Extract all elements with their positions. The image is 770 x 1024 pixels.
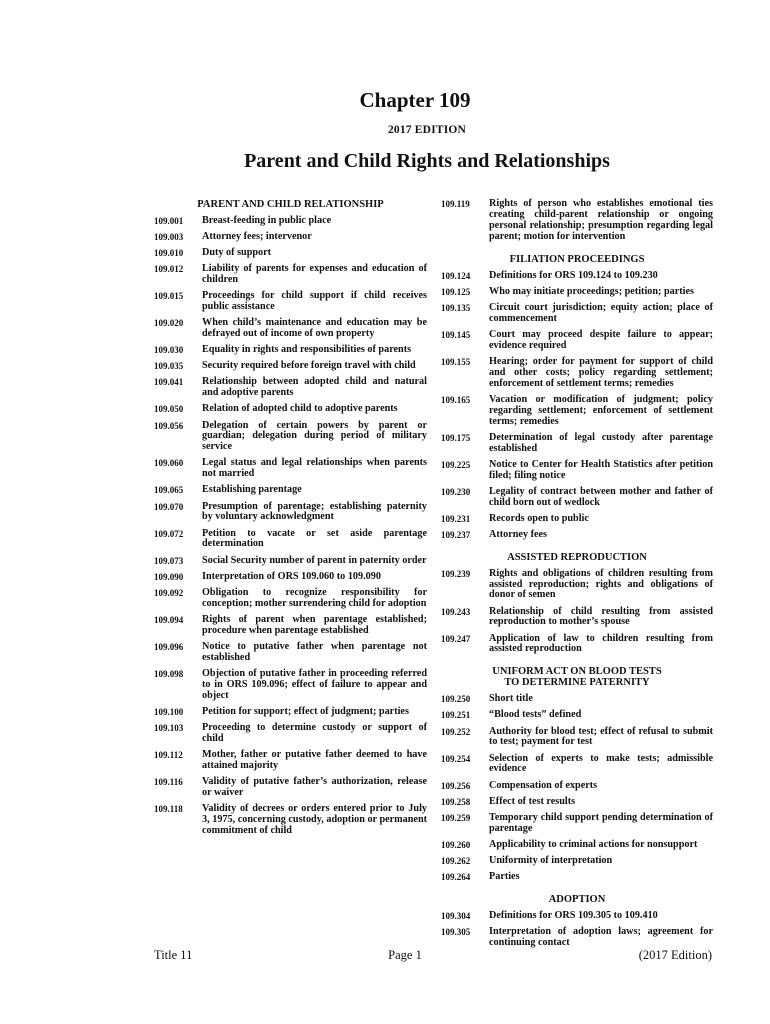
- section-title: Liability of parents for expenses and education of children: [202, 263, 427, 286]
- section-number: 109.012: [154, 264, 184, 275]
- toc-entry: [441, 710, 713, 721]
- section-number: 109.072: [154, 528, 184, 539]
- section-heading: UNIFORM ACT ON BLOOD TESTS TO DETERMINE PATERNITY: [492, 666, 662, 689]
- toc-entry: [441, 840, 713, 851]
- section-title: Relationship of child resulting from assisted reproduction to mother’s spouse: [489, 605, 713, 628]
- section-number: 109.258: [441, 796, 471, 807]
- section-number: 109.041: [154, 377, 184, 388]
- section-title: Legality of contract between mother and father of child born out of wedlock: [489, 485, 713, 508]
- section-title: Petition to vacate or set aside parentage determination: [202, 527, 427, 550]
- toc-entry: [154, 707, 427, 718]
- toc-entry: [441, 287, 713, 298]
- section-title: When child’s maintenance and education may be defrayed out of income of own property: [202, 317, 427, 340]
- section-number: 109.252: [441, 726, 471, 737]
- toc-entry: [441, 303, 713, 325]
- section-title: Obligation to recognize responsibility for conception; mother surrendering child for adoption: [202, 586, 427, 609]
- section-title: Applicability to criminal actions for nonsupport: [489, 838, 698, 850]
- section-title: Proceedings for child support if child receives public assistance: [202, 290, 427, 313]
- section-number: 109.304: [441, 910, 471, 921]
- toc-entry: [154, 458, 427, 480]
- toc-entry: [441, 856, 713, 867]
- section-number: 109.100: [154, 706, 184, 717]
- right-column: [441, 199, 713, 954]
- section-number: 109.035: [154, 361, 184, 372]
- section-number: 109.070: [154, 501, 184, 512]
- section-title: Parties: [489, 870, 520, 882]
- section-title: Attorney fees; intervenor: [202, 231, 312, 243]
- toc-entry: [154, 615, 427, 637]
- section-number: 109.251: [441, 710, 471, 721]
- footer-title: Title 11: [154, 948, 193, 962]
- toc-entry: [154, 421, 427, 454]
- toc-entry: [441, 514, 713, 525]
- toc-entry: [441, 727, 713, 749]
- section-title: Authority for blood test; effect of refusal to submit to test; payment for test: [489, 725, 713, 748]
- section-number: 109.175: [441, 432, 471, 443]
- toc-entry: [154, 750, 427, 772]
- section-number: 109.030: [154, 345, 184, 356]
- section-title: Delegation of certain powers by parent or guardian; delegation during period of military service: [202, 419, 427, 453]
- section-number: 109.003: [154, 232, 184, 243]
- section-number: 109.125: [441, 286, 471, 297]
- toc-entry: [154, 804, 427, 837]
- toc-entry: [154, 345, 427, 356]
- toc-entry: [441, 199, 713, 243]
- section-title: Petition for support; effect of judgment; parties: [202, 705, 409, 717]
- toc-entry: [441, 460, 713, 482]
- toc-entry: [441, 395, 713, 428]
- section-number: 109.230: [441, 486, 471, 497]
- section-number: 109.135: [441, 302, 471, 313]
- toc-entry: [154, 232, 427, 243]
- section-number: 109.165: [441, 394, 471, 405]
- section-heading: ASSISTED REPRODUCTION: [507, 551, 647, 563]
- section-title: Establishing parentage: [202, 484, 302, 496]
- toc-entry: [441, 569, 713, 602]
- toc-entry: [441, 781, 713, 792]
- section-number: 109.225: [441, 459, 471, 470]
- chapter-title: Chapter 109: [359, 88, 471, 112]
- toc-entry: [441, 634, 713, 656]
- section-number: 109.262: [441, 855, 471, 866]
- section-number: 109.056: [154, 420, 184, 431]
- section-title: Definitions for ORS 109.305 to 109.410: [489, 909, 658, 921]
- section-number: 109.092: [154, 587, 184, 598]
- toc-entry: [154, 572, 427, 583]
- section-title: Legal status and legal relationships when parents not married: [202, 457, 427, 480]
- toc-entry: [154, 642, 427, 664]
- section-heading: PARENT AND CHILD RELATIONSHIP: [197, 199, 384, 210]
- section-title: Breast-feeding in public place: [202, 215, 332, 226]
- section-title: Equality in rights and responsibilities of parents: [202, 344, 412, 356]
- section-number: 109.050: [154, 404, 184, 415]
- section-number: 109.116: [154, 776, 183, 787]
- section-title: Definitions for ORS 109.124 to 109.230: [489, 269, 658, 281]
- section-number: 109.260: [441, 839, 471, 850]
- section-number: 109.112: [154, 749, 183, 760]
- toc-entry: [154, 588, 427, 610]
- section-title: Relationship between adopted child and natural and adoptive parents: [202, 376, 427, 399]
- toc-entry: [441, 357, 713, 390]
- toc-entry: [441, 330, 713, 352]
- section-title: Vacation or modification of judgment; policy regarding settlement; enforcement of settlement terms; remedies: [489, 393, 713, 427]
- section-number: 109.145: [441, 329, 471, 340]
- toc-entry: [154, 529, 427, 551]
- section-title: Social Security number of parent in paternity order: [202, 554, 427, 566]
- section-title: Presumption of parentage; establishing paternity by voluntary acknowledgment: [202, 500, 427, 523]
- toc-entry: [154, 377, 427, 399]
- toc-entry: [441, 530, 713, 541]
- toc-entry: [441, 927, 713, 949]
- section-number: 109.305: [441, 926, 471, 937]
- section-title: Rights of parent when parentage established; procedure when parentage established: [202, 613, 427, 636]
- section-number: 109.239: [441, 568, 471, 579]
- toc-entry: [154, 361, 427, 372]
- footer-edition: (2017 Edition): [638, 948, 712, 962]
- section-number: 109.094: [154, 614, 184, 625]
- section-title: Validity of decrees or orders entered prior to July 3, 1975, concerning custody, adoption or permanent commitment of child: [202, 802, 427, 836]
- section-number: 109.256: [441, 780, 471, 791]
- section-title: Duty of support: [202, 247, 272, 259]
- toc-entry: [154, 723, 427, 745]
- section-title: Compensation of experts: [489, 779, 598, 791]
- toc-entry: [154, 291, 427, 313]
- toc-entry: [154, 777, 427, 799]
- section-heading: FILIATION PROCEEDINGS: [509, 253, 645, 265]
- section-title: Rights and obligations of children resulting from assisted reproduction; rights and obligations of donor of semen: [489, 567, 713, 601]
- section-number: 109.264: [441, 871, 471, 882]
- section-number: 109.090: [154, 571, 184, 582]
- section-number: 109.001: [154, 216, 184, 226]
- toc-entry: [154, 556, 427, 567]
- section-number: 109.073: [154, 555, 184, 566]
- toc-entry: [154, 502, 427, 524]
- section-title: Effect of test results: [489, 795, 576, 807]
- section-number: 109.243: [441, 606, 471, 617]
- section-number: 109.098: [154, 668, 184, 679]
- section-title: Security required before foreign travel with child: [202, 360, 416, 372]
- toc-entry: [441, 271, 713, 282]
- section-title: Validity of putative father’s authorization, release or waiver: [202, 775, 427, 798]
- section-title: Rights of person who establishes emotional ties creating child-parent relationship or ongoing personal relationship; presumption regarding legal parent; motion for intervention: [489, 198, 713, 242]
- section-number: 109.259: [441, 812, 471, 823]
- toc-entry: [441, 754, 713, 776]
- section-title: Interpretation of adoption laws; agreement for continuing contact: [489, 925, 713, 948]
- toc-entry: [441, 911, 713, 922]
- section-title: “Blood tests” defined: [489, 709, 582, 721]
- section-number: 109.065: [154, 485, 184, 496]
- section-number: 109.118: [154, 803, 183, 814]
- section-title: Attorney fees: [489, 528, 547, 540]
- section-title: Court may proceed despite failure to appear; evidence required: [489, 328, 713, 351]
- toc-entry: [154, 318, 427, 340]
- edition-label: 2017 EDITION: [387, 124, 467, 136]
- section-number: 109.103: [154, 722, 184, 733]
- toc-entry: [154, 669, 427, 702]
- section-title: Relation of adopted child to adoptive parents: [202, 403, 398, 415]
- section-title: Uniformity of interpretation: [489, 854, 613, 866]
- section-number: 109.119: [441, 199, 470, 209]
- toc-entry: [441, 813, 713, 835]
- toc-entry: [441, 872, 713, 883]
- chapter-subject: Parent and Child Rights and Relationships: [244, 150, 610, 172]
- section-title: Notice to putative father when parentage not established: [202, 640, 427, 663]
- section-title: Notice to Center for Health Statistics after petition filed; filing notice: [489, 458, 713, 481]
- footer-page-number: Page 1: [388, 948, 422, 962]
- section-number: 109.250: [441, 694, 471, 705]
- toc-entry: [441, 694, 713, 705]
- toc-entry: [154, 248, 427, 259]
- section-heading: ADOPTION: [548, 893, 606, 905]
- section-title: Proceeding to determine custody or support of child: [202, 721, 427, 744]
- section-number: 109.015: [154, 291, 184, 302]
- toc-entry: [154, 404, 427, 415]
- toc-entry: [441, 487, 713, 509]
- section-number: 109.231: [441, 513, 471, 524]
- section-title: Application of law to children resulting from assisted reproduction: [489, 632, 713, 655]
- section-number: 109.155: [441, 356, 471, 367]
- section-title: Circuit court jurisdiction; equity action; place of commencement: [489, 301, 713, 324]
- section-number: 109.124: [441, 270, 471, 281]
- section-title: Selection of experts to make tests; admissible evidence: [489, 752, 713, 775]
- toc-entry: [154, 216, 427, 227]
- section-title: Interpretation of ORS 109.060 to 109.090: [202, 570, 381, 582]
- section-title: Hearing; order for payment for support of child and other costs; policy regarding settlement; enforcement of settlement terms; remedies: [489, 355, 713, 389]
- section-number: 109.010: [154, 248, 184, 259]
- section-number: 109.247: [441, 633, 471, 644]
- section-number: 109.020: [154, 318, 184, 329]
- section-title: Mother, father or putative father deemed to have attained majority: [202, 748, 427, 771]
- toc-entry: [441, 433, 713, 455]
- section-number: 109.237: [441, 529, 471, 540]
- toc-entry: [154, 264, 427, 286]
- section-title: Determination of legal custody after parentage established: [489, 431, 713, 454]
- section-title: Objection of putative father in proceeding referred to in ORS 109.096; effect of failure to appear and object: [202, 667, 427, 701]
- section-number: 109.254: [441, 753, 471, 764]
- toc-entry: [441, 607, 713, 629]
- section-number: 109.060: [154, 458, 184, 469]
- toc-entry: [441, 797, 713, 808]
- toc-entry: [154, 485, 427, 496]
- left-column: [154, 199, 427, 842]
- section-title: Short title: [489, 693, 533, 705]
- section-number: 109.096: [154, 641, 184, 652]
- section-title: Records open to public: [489, 512, 589, 524]
- section-title: Who may initiate proceedings; petition; parties: [489, 285, 694, 297]
- section-title: Temporary child support pending determination of parentage: [489, 811, 713, 834]
